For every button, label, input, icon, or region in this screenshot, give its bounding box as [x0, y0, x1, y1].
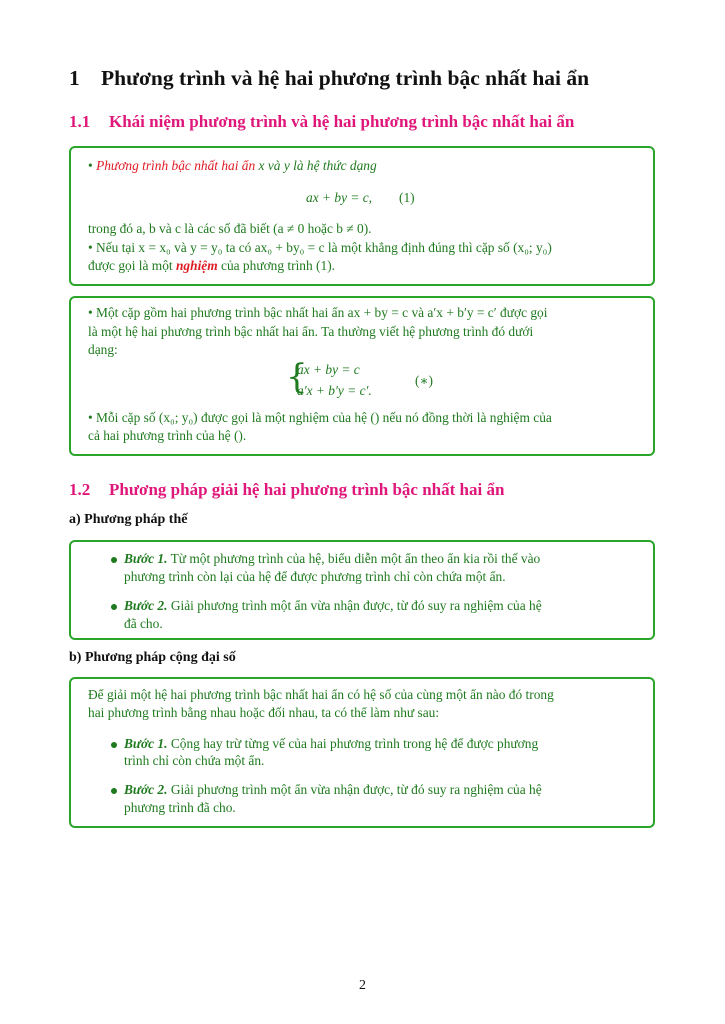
- box1-line-3: trong đó a, b và c là các số đã biết (a ≠ 0 hoặc b ≠ 0).: [88, 221, 372, 236]
- section-number: 1: [69, 66, 80, 90]
- box2-line-2: là một hệ hai phương trình bậc nhất hai ẩn. Ta thường viết hệ phương trình đó dưới: [88, 324, 534, 339]
- system-equation-1: ax + by = c: [297, 362, 360, 377]
- subsection-1-2-heading: [69, 480, 504, 500]
- step-label: Bước 2.: [124, 598, 168, 613]
- step-bullet: [111, 742, 117, 748]
- box1-line-1: • Phương trình bậc nhất hai ẩn x và y là hệ thức dạng: [88, 158, 377, 173]
- method-b-step2-line1: Bước 2. Giải phương trình một ẩn vừa nhận được, từ đó suy ra nghiệm của hệ: [124, 782, 542, 797]
- box1-line-5: được gọi là một nghiệm của phương trình (1).: [88, 258, 336, 273]
- step-bullet: [111, 788, 117, 794]
- step-label: Bước 1.: [124, 736, 168, 751]
- step-label: Bước 2.: [124, 782, 168, 797]
- subsection-number: 1.1: [69, 112, 91, 131]
- term-solution: nghiệm: [175, 258, 218, 273]
- system-tag: (∗): [415, 373, 434, 388]
- step-bullet: [111, 604, 117, 610]
- method-b-step2-line2: phương trình đã cho.: [124, 800, 236, 815]
- method-a-step2-line1: Bước 2. Giải phương trình một ẩn vừa nhận được, từ đó suy ra nghiệm của hệ: [124, 598, 542, 613]
- step-bullet: [111, 557, 117, 563]
- system-brace: {: [286, 357, 308, 397]
- method-b-intro-line1: Để giải một hệ hai phương trình bậc nhất hai ẩn có hệ số của cùng một ẩn nào đó trong: [88, 687, 554, 702]
- step-label: Bước 1.: [124, 551, 168, 566]
- subsection-title: Phương pháp giải hệ hai phương trình bậc nhất hai ẩn: [109, 480, 505, 499]
- method-b-step1-line2: trình chỉ còn chứa một ẩn.: [124, 753, 265, 768]
- box2-line-4: • Mỗi cặp số (x₀; y₀) được gọi là một nghiệm của hệ () nếu nó đồng thời là nghiệm của: [88, 410, 552, 425]
- method-a-heading: a) Phương pháp thế: [69, 512, 188, 527]
- subsection-number: 1.2: [69, 480, 91, 499]
- equation-1-tag: (1): [399, 190, 415, 205]
- equation-1: ax + by = c,: [306, 190, 373, 205]
- method-b-intro-line2: hai phương trình bằng nhau hoặc đối nhau, ta có thể làm như sau:: [88, 705, 440, 720]
- subsection-title: Khái niệm phương trình và hệ hai phương trình bậc nhất hai ẩn: [109, 112, 575, 131]
- method-b-step1-line1: Bước 1. Cộng hay trừ từng vế của hai phương trình trong hệ để được phương: [124, 736, 539, 751]
- section-1-heading: [69, 66, 589, 91]
- box2-line-1: • Một cặp gồm hai phương trình bậc nhất hai ẩn ax + by = c và a′x + b′y = c′ được gọi: [88, 305, 548, 320]
- section-title: Phương trình và hệ hai phương trình bậc nhất hai ẩn: [101, 66, 590, 90]
- system-equation-2: a′x + b′y = c′.: [297, 383, 372, 398]
- method-b-heading: b) Phương pháp cộng đại số: [69, 650, 236, 665]
- page-number: 2: [359, 978, 366, 993]
- subsection-1-1-heading: [69, 112, 574, 132]
- method-a-step1-line1: Bước 1. Từ một phương trình của hệ, biểu diễn một ẩn theo ẩn kia rồi thế vào: [124, 551, 541, 566]
- method-a-step1-line2: phương trình còn lại của hệ để được phương trình chỉ còn chứa một ẩn.: [124, 569, 506, 584]
- term-linear-equation: Phương trình bậc nhất hai ẩn: [96, 158, 256, 173]
- box2-line-3: dạng:: [88, 342, 118, 357]
- box2-line-5: cả hai phương trình của hệ ().: [88, 428, 247, 443]
- box1-line-4: • Nếu tại x = x₀ và y = y₀ ta có ax₀ + by₀ = c là một khẳng định đúng thì cặp số (x₀; y₀): [88, 240, 552, 255]
- method-a-step2-line2: đã cho.: [124, 616, 163, 631]
